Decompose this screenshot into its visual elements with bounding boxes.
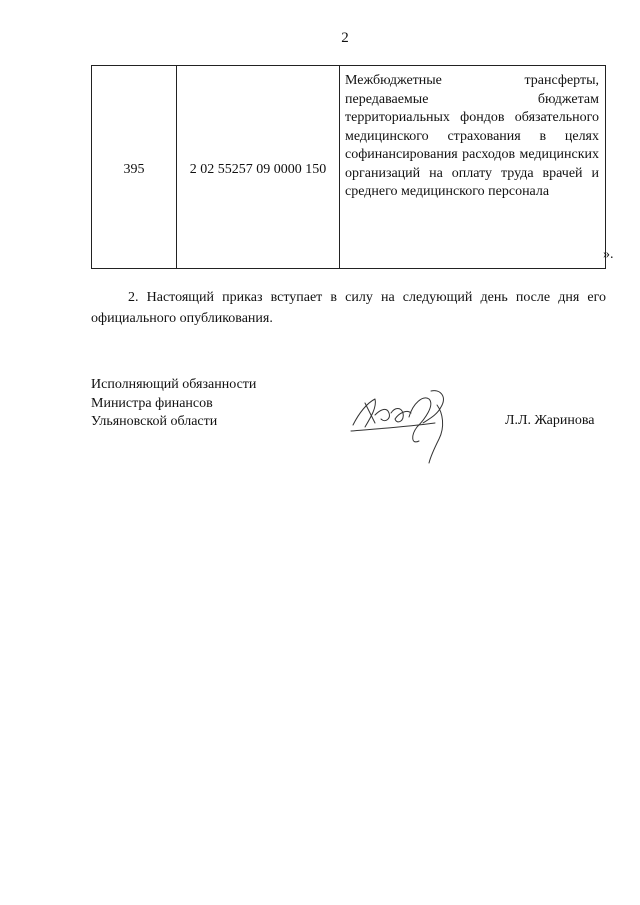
signatory-name: Л.Л. Жаринова: [505, 413, 595, 428]
order-paragraph: 2. Настоящий приказ вступает в силу на следующий день после дня его официального опубликования.: [91, 290, 606, 326]
signatory-title-line: Министра финансов: [91, 395, 213, 411]
signatory-title-line: Исполняющий обязанности: [91, 377, 257, 392]
table-cell-description: [340, 66, 605, 268]
admin-code: 395: [123, 162, 145, 177]
table-cell-code: [92, 66, 177, 268]
kbk-code: 2 02 55257 09 0000 150: [189, 162, 327, 177]
closing-quote: ».: [603, 247, 614, 262]
handwritten-signature: [345, 383, 465, 468]
row-description: Межбюджетные трансферты, передаваемые бюджетам территориальных фондов обязательного медицинского страхования в целях софинансирования расходов медицинских организаций на оплату труда врачей и среднего медицинского персонала: [345, 73, 599, 199]
page-number: 2: [341, 30, 349, 46]
signatory-title: [91, 376, 256, 432]
table-cell-kbk: [177, 66, 340, 268]
signatory-title-line: Ульяновской области: [91, 414, 218, 429]
budget-classification-table: [91, 65, 606, 269]
